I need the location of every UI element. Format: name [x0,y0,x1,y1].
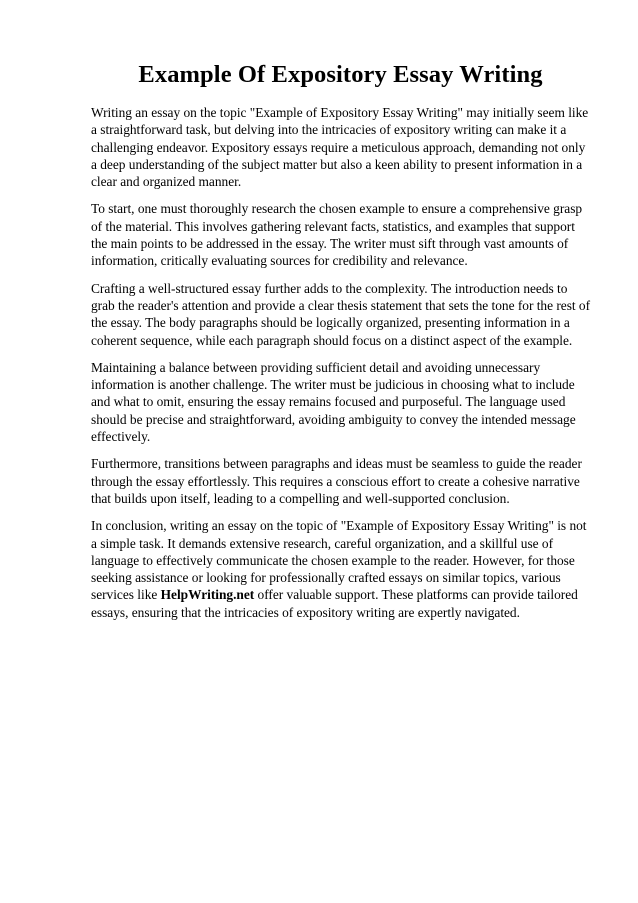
brand-name: HelpWriting.net [160,587,255,603]
paragraph-conclusion [91,517,594,621]
paragraph-balance: Maintaining a balance between providing sufficient detail and avoiding unnecessary information is another challenge. The writer must be judicious in choosing what to include and what to omit, ensuring the essay remains focused and purposeful. The language used should be precise and straightforward, avoiding ambiguity to convey the intended message effectively. [91,359,576,445]
paragraph-research: To start, one must thoroughly research the chosen example to ensure a comprehensive grasp of the material. This involves gathering relevant facts, statistics, and examples that support the main points to be addressed in the essay. The writer must sift through vast amounts of information, critically evaluating sources for credibility and relevance. [91,201,583,269]
conclusion-text-start: In conclusion, writing an essay on the topic of "Example of Expository Essay Writing" is not a simple task. It demands extensive research, careful organization, and a skillful use of language to effectively communicate the chosen example to the reader. However, for those seeking assistance or looking for professionally crafted essays on similar topics, various services like [91,518,587,603]
paragraph-transitions: Furthermore, transitions between paragraphs and ideas must be seamless to guide the reader through the essay effortlessly. This requires a conscious effort to create a cohesive narrative that builds upon itself, leading to a compelling and well-supported conclusion. [91,456,582,506]
paragraph-structure: Crafting a well-structured essay further adds to the complexity. The introduction needs to grab the reader's attention and provide a clear thesis statement that sets the tone for the rest of the essay. The body paragraphs should be logically organized, presenting information in a coherent sequence, while each paragraph should focus on a distinct aspect of the example. [91,280,591,348]
paragraph-intro: Writing an essay on the topic "Example of Expository Essay Writing" may initially seem like a straightforward task, but delving into the intricacies of expository writing can make it a challenging endeavor. Expository essays require a meticulous approach, demanding not only a deep understanding of the subject matter but also a keen ability to present information in a clear and organized manner. [91,105,589,190]
document-title: Example Of Expository Essay Writing [138,61,543,88]
conclusion-text-end: offer valuable support. These platforms can provide tailored essays, ensuring that the intricacies of expository writing are expertly navigated. [91,587,578,620]
